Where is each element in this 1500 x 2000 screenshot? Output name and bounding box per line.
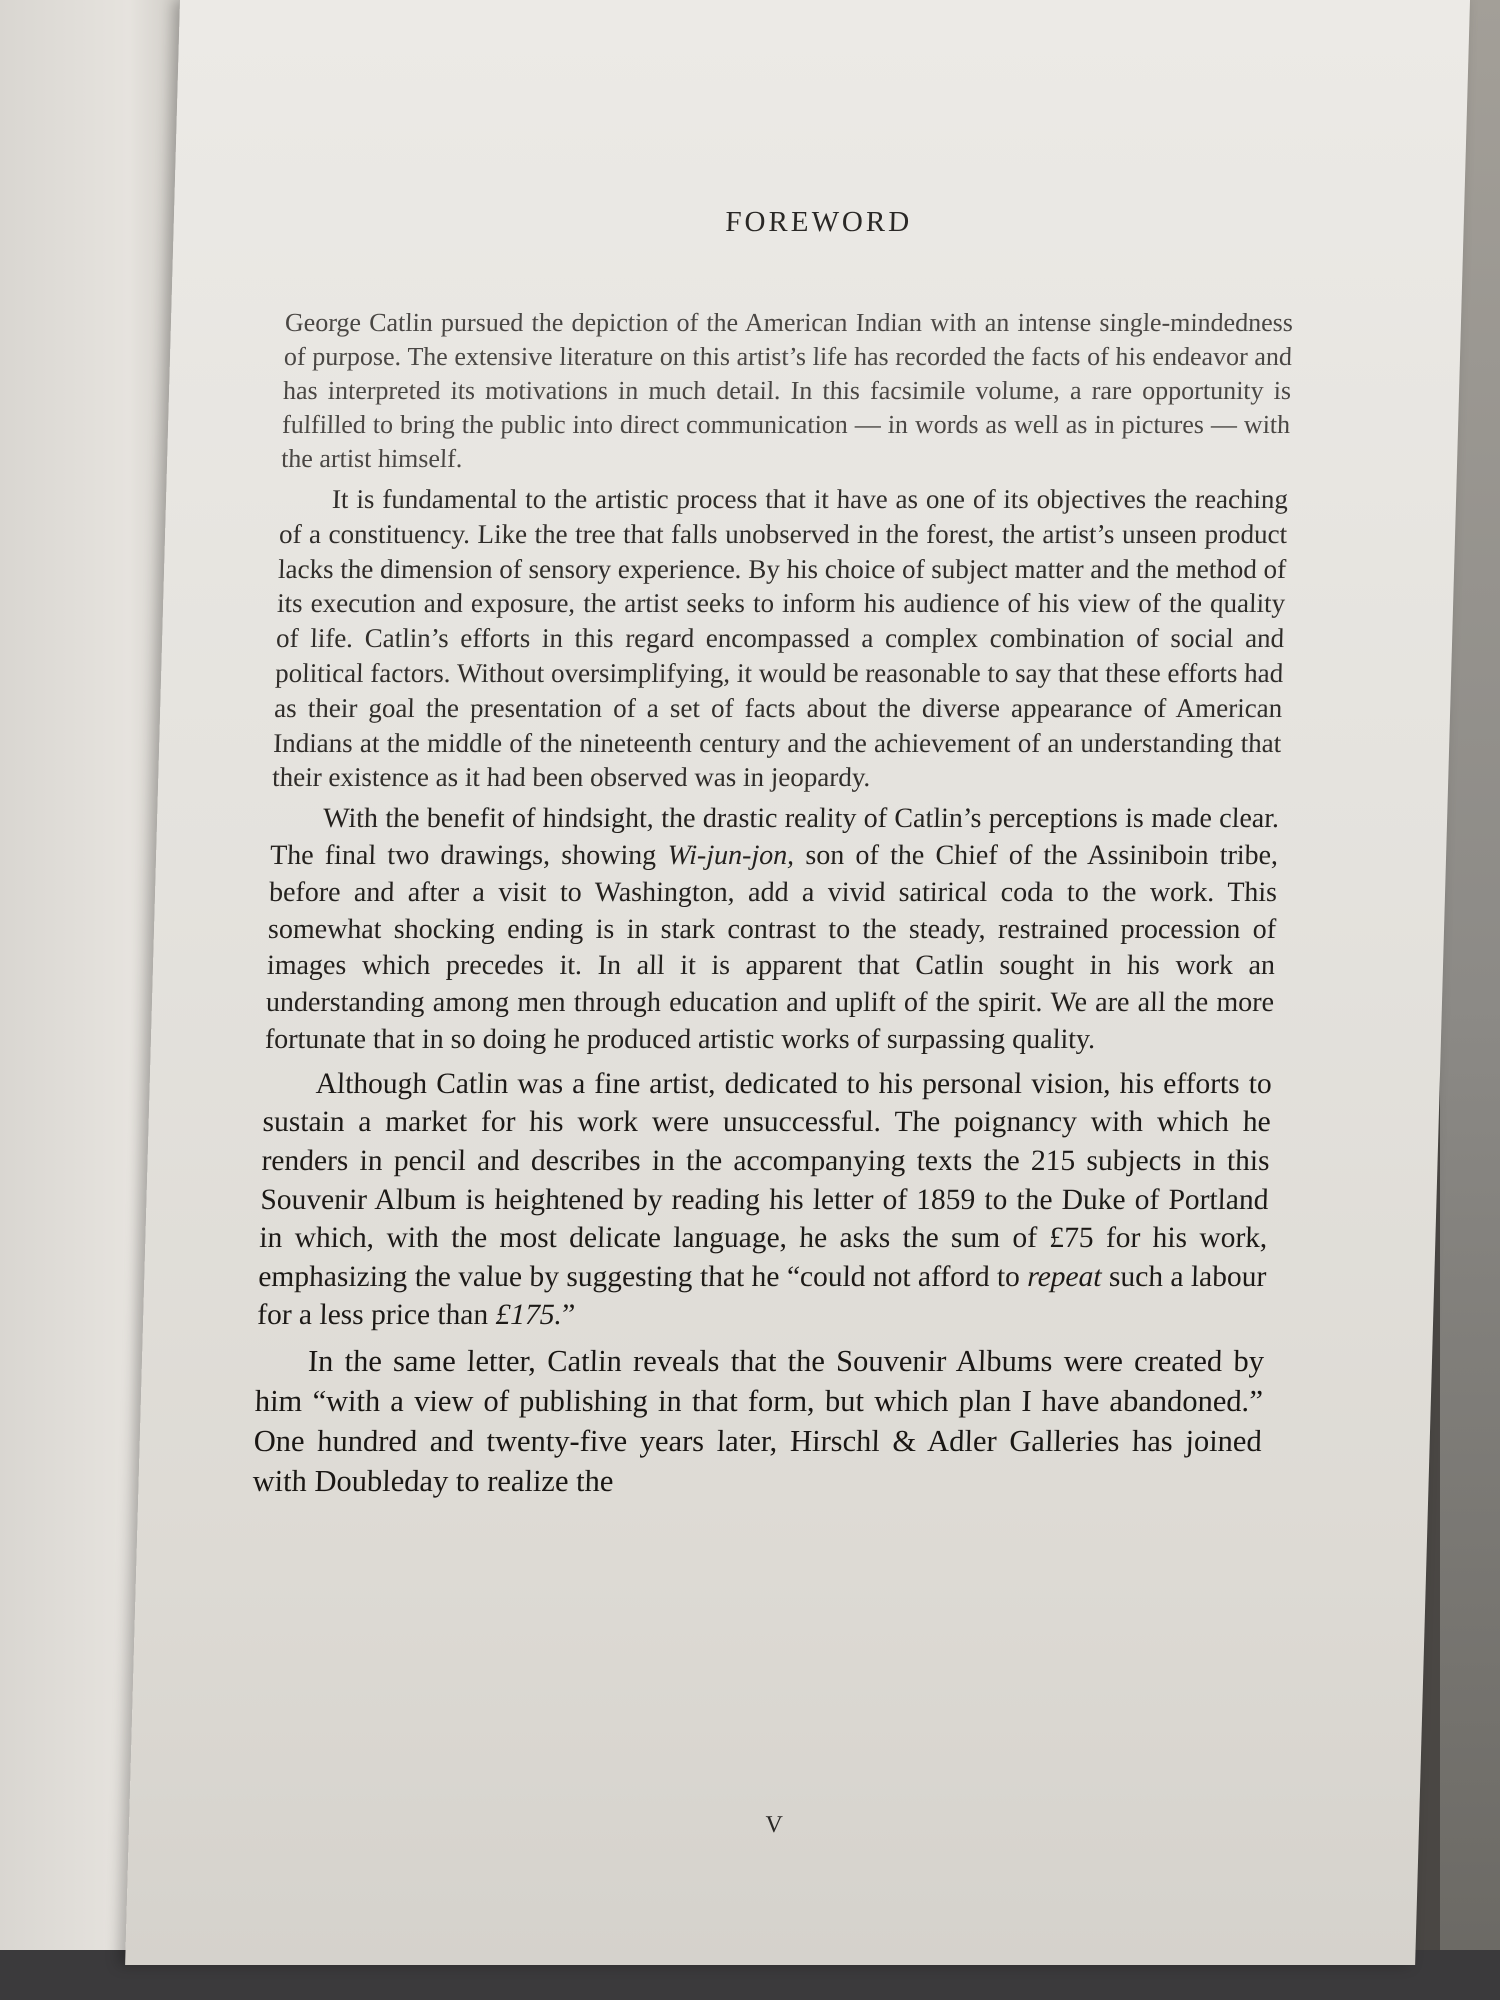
text-run: Although Catlin was a fine artist, dedicated to his personal vision, his efforts to sustain a market for his work were unsuccessful. The poignancy with which he renders in pencil and describes in the accompanying texts the 215 subjects in this Souvenir Album is heightened by reading his letter of 1859 to the Duke of Portland in which, with the most delicate language, he asks the sum of £75 for his work, emphasizing the value by suggesting that he “could not afford to [257,1067,1273,1293]
italic-emphasis: repeat [1026,1260,1103,1293]
text-run: It is fundamental to the artistic process that it have as one of its objectives the reaching of a constituency. Like the tree that falls unobserved in the forest, the artist’s unseen product lacks the dimension of sensory experience. By his choice of subject matter and the method of its execution and exposure, the artist seeks to inform his audience of his view of the quality of life. Catlin’s efforts in this regard encompassed a complex combination of social and political factors. Without oversimplifying, it would be reasonable to say that these efforts had as their goal the presentation of a set of facts about the diverse appearance of American Indians at the middle of the nineteenth century and the achievement of an understanding that their existence as it had been observed was in jeopardy. [271,484,1289,793]
page-number: V [764,1812,784,1838]
text-run: son of the Chief of the Assiniboin tribe, before and after a visit to Washington, add a vivid satirical coda to the work. This somewhat shocking ending is in stark contrast to the steady, restrained procession of images which precedes it. In all it is apparent that Catlin sought in his work an understanding among men through education and uplift of the spirit. We are all the more fortunate that in so doing he produced artistic works of surpassing quality. [264,839,1279,1055]
paragraph-3 [264,801,1279,1059]
page-heading: FOREWORD [724,206,913,238]
text-run: such a labour for a less price than [256,1260,1267,1332]
paragraph-2 [272,482,1289,795]
italic-name: Wi-jun-jon, [667,839,795,871]
text-run: ” [561,1299,576,1332]
text-run: George Catlin pursued the depiction of the American Indian with an intense single-mindedness of purpose. The extensive literature on this artist’s life has recorded the facts of his endeavor and has interpreted its motivations in much detail. In this facsimile volume, a rare opportunity is fulfilled to bring the public into direct communication — in words as well as in pictures — with the artist himself. [280,308,1294,473]
paragraph-5 [252,1341,1264,1501]
text-run: With the benefit of hindsight, the drastic reality of Catlin’s perceptions is made clear. The final two drawings, showing [269,803,1280,871]
paragraph-1 [281,306,1294,476]
foreword-body [252,306,1294,1507]
italic-price: £175. [495,1299,563,1332]
page-content [125,0,1470,1965]
paragraph-4 [257,1065,1273,1335]
text-run: In the same letter, Catlin reveals that the Souvenir Albums were created by him “with a view of publishing in that form, but which plan I have abandoned.” One hundred and twenty-five years later, Hirschl & Adler Galleries has joined with Doubleday to realize the [252,1343,1265,1498]
book-page [125,0,1470,1965]
